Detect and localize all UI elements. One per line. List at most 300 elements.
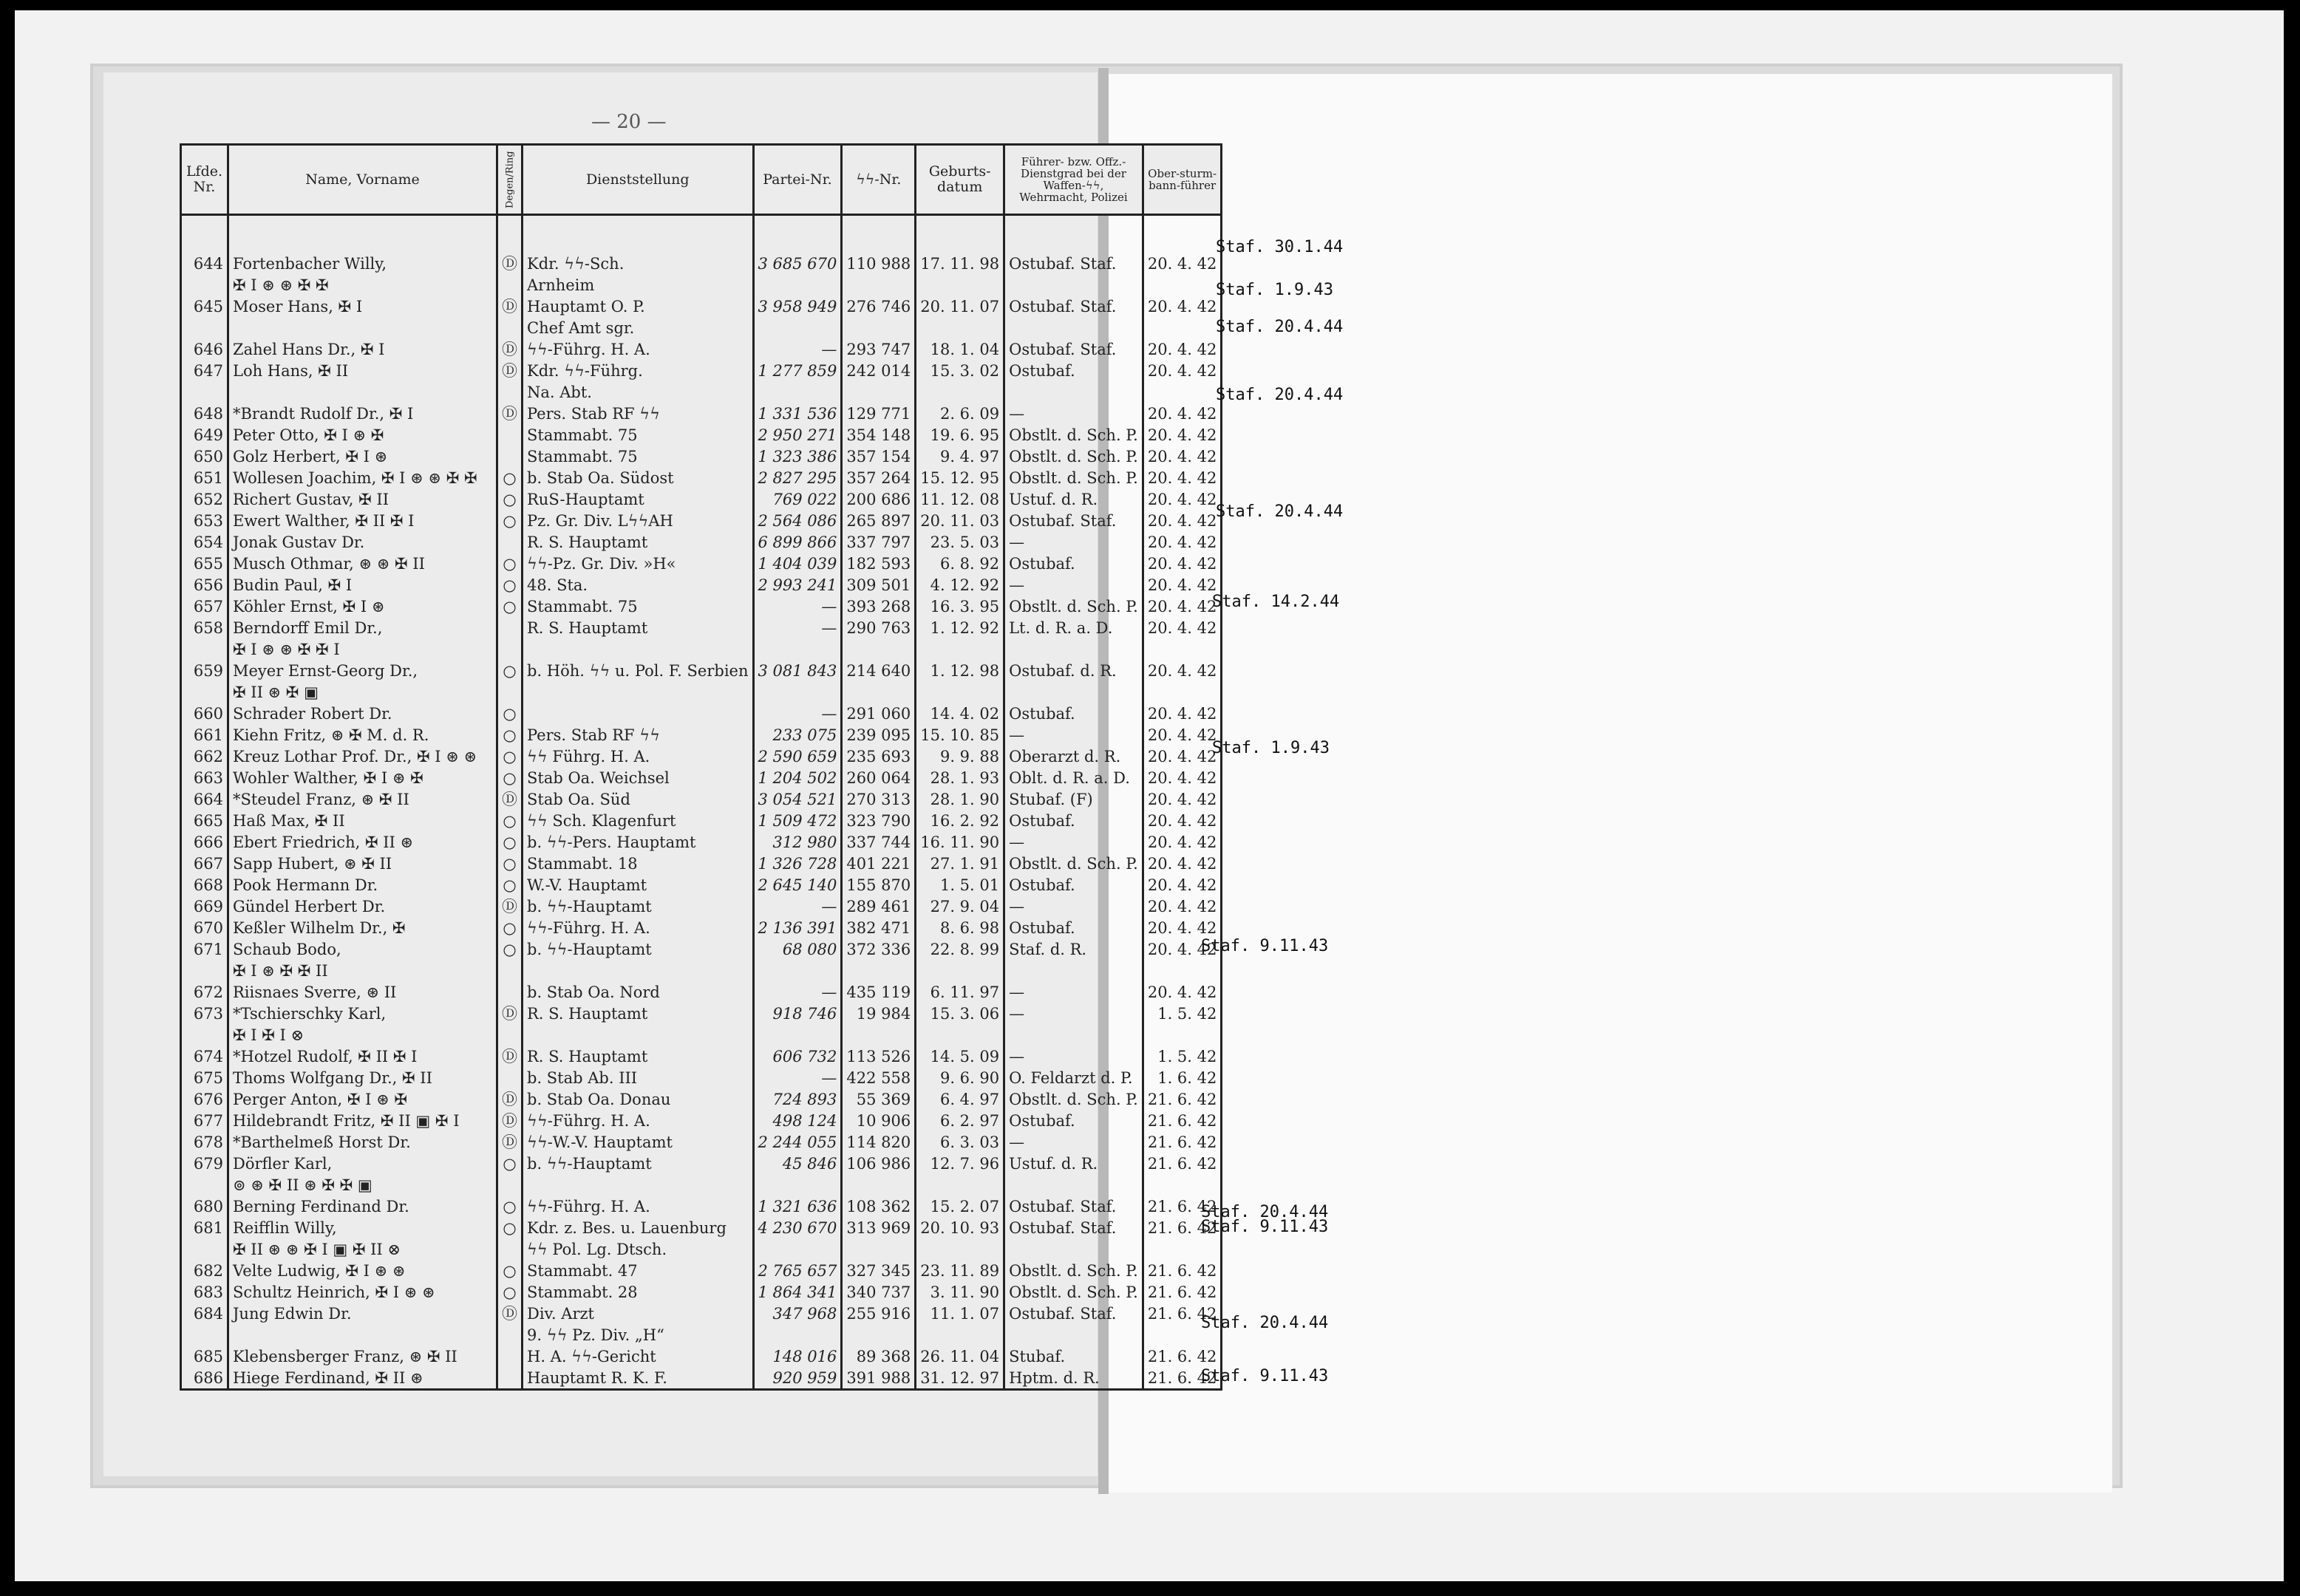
row-fuehrer-grad: O. Feldarzt d. P. xyxy=(1004,1067,1143,1088)
row-dienststellung: R. S. Hauptamt xyxy=(523,1046,754,1067)
row-ss-nr: 265 897 xyxy=(842,510,916,531)
spacer-cell xyxy=(497,215,523,253)
row-ss-nr: 10 906 xyxy=(842,1110,916,1131)
row-partei-nr: 3 685 670 xyxy=(753,253,842,274)
row-partei-nr xyxy=(753,1238,842,1260)
row-obersturmbannfuehrer: 1. 5. 42 xyxy=(1143,1046,1222,1067)
row-fuehrer-grad: Hptm. d. R. xyxy=(1004,1367,1143,1390)
row-partei-nr: 6 899 866 xyxy=(753,531,842,553)
row-ss-nr: 422 558 xyxy=(842,1067,916,1088)
row-ring: Ⓓ xyxy=(497,1088,523,1110)
row-number: 659 xyxy=(181,660,228,681)
row-obersturmbannfuehrer xyxy=(1143,274,1222,296)
header-lfd: Lfde. Nr. xyxy=(181,145,228,215)
row-dienststellung: Chef Amt sgr. xyxy=(523,317,754,338)
row-obersturmbannfuehrer: 21. 6. 42 xyxy=(1143,1367,1222,1390)
row-obersturmbannfuehrer: 21. 6. 42 xyxy=(1143,1281,1222,1303)
row-partei-nr xyxy=(753,1324,842,1346)
table-row xyxy=(181,746,1222,767)
row-ss-nr: 239 095 xyxy=(842,724,916,746)
row-obersturmbannfuehrer: 20. 4. 42 xyxy=(1143,360,1222,381)
row-ss-nr: 129 771 xyxy=(842,403,916,424)
row-number: 663 xyxy=(181,767,228,788)
row-number: 667 xyxy=(181,853,228,874)
handwritten-note: Staf. 30.1.44 xyxy=(1216,238,1344,256)
header-partei: Partei-Nr. xyxy=(753,145,842,215)
row-ring: Ⓓ xyxy=(497,338,523,360)
row-obersturmbannfuehrer xyxy=(1143,381,1222,403)
table-row xyxy=(181,938,1222,960)
row-ring: ○ xyxy=(497,1196,523,1217)
row-ring: ○ xyxy=(497,510,523,531)
row-fuehrer-grad: Ostubaf. Staf. xyxy=(1004,338,1143,360)
row-partei-nr: 2 564 086 xyxy=(753,510,842,531)
row-dienststellung: b. ϟϟ-Hauptamt xyxy=(523,938,754,960)
row-number: 651 xyxy=(181,467,228,488)
handwritten-note: Staf. 1.9.43 xyxy=(1212,739,1330,757)
row-number: 679 xyxy=(181,1153,228,1174)
row-partei-nr xyxy=(753,1174,842,1196)
row-number: 654 xyxy=(181,531,228,553)
row-dienststellung: Kdr. z. Bes. u. Lauenburg xyxy=(523,1217,754,1238)
row-obersturmbannfuehrer: 20. 4. 42 xyxy=(1143,467,1222,488)
row-name: *Steudel Franz, ⊛ ✠ II xyxy=(228,788,497,810)
table-row xyxy=(181,531,1222,553)
row-ring xyxy=(497,531,523,553)
row-dienststellung: Div. Arzt xyxy=(523,1303,754,1324)
row-ss-nr: 337 744 xyxy=(842,831,916,853)
row-name: Zahel Hans Dr., ✠ I xyxy=(228,338,497,360)
table-row xyxy=(181,1324,1222,1346)
row-partei-nr: — xyxy=(753,596,842,617)
table-row xyxy=(181,788,1222,810)
row-partei-nr: 4 230 670 xyxy=(753,1217,842,1238)
row-ring: Ⓓ xyxy=(497,296,523,317)
row-dienststellung: Stammabt. 75 xyxy=(523,446,754,467)
row-name: Klebensberger Franz, ⊛ ✠ II xyxy=(228,1346,497,1367)
row-ring xyxy=(497,446,523,467)
table-row xyxy=(181,1088,1222,1110)
row-dienststellung: Stammabt. 75 xyxy=(523,596,754,617)
row-fuehrer-grad xyxy=(1004,1174,1143,1196)
row-geburtsdatum: 9. 9. 88 xyxy=(916,746,1004,767)
row-ss-nr xyxy=(842,274,916,296)
table-row xyxy=(181,703,1222,724)
row-fuehrer-grad xyxy=(1004,381,1143,403)
row-partei-nr: 1 864 341 xyxy=(753,1281,842,1303)
header-obersturmbannfuehrer: Ober-sturm-bann-führer xyxy=(1143,145,1222,215)
row-fuehrer-grad: — xyxy=(1004,724,1143,746)
spacer-cell xyxy=(523,215,754,253)
row-ring: Ⓓ xyxy=(497,1110,523,1131)
row-name xyxy=(228,1324,497,1346)
row-ring: Ⓓ xyxy=(497,360,523,381)
spacer-cell xyxy=(1143,215,1222,253)
row-ss-nr: 289 461 xyxy=(842,896,916,917)
row-obersturmbannfuehrer: 20. 4. 42 xyxy=(1143,917,1222,938)
row-fuehrer-grad xyxy=(1004,681,1143,703)
row-obersturmbannfuehrer xyxy=(1143,1024,1222,1046)
row-obersturmbannfuehrer: 21. 6. 42 xyxy=(1143,1153,1222,1174)
row-geburtsdatum: 12. 7. 96 xyxy=(916,1153,1004,1174)
row-name: Schrader Robert Dr. xyxy=(228,703,497,724)
table-body xyxy=(181,215,1222,1390)
row-fuehrer-grad: Stubaf. xyxy=(1004,1346,1143,1367)
row-fuehrer-grad xyxy=(1004,1238,1143,1260)
row-obersturmbannfuehrer: 21. 6. 42 xyxy=(1143,1346,1222,1367)
row-number: 677 xyxy=(181,1110,228,1131)
row-ring: Ⓓ xyxy=(497,1131,523,1153)
row-partei-nr xyxy=(753,681,842,703)
row-geburtsdatum: 4. 12. 92 xyxy=(916,574,1004,596)
row-dienststellung: ϟϟ-Führg. H. A. xyxy=(523,917,754,938)
row-obersturmbannfuehrer: 20. 4. 42 xyxy=(1143,981,1222,1003)
row-number xyxy=(181,1324,228,1346)
row-partei-nr xyxy=(753,317,842,338)
row-obersturmbannfuehrer: 20. 4. 42 xyxy=(1143,488,1222,510)
row-number: 683 xyxy=(181,1281,228,1303)
row-fuehrer-grad: Ostubaf. xyxy=(1004,874,1143,896)
row-ring: ○ xyxy=(497,746,523,767)
register-table xyxy=(180,143,1222,1391)
row-obersturmbannfuehrer: 21. 6. 42 xyxy=(1143,1131,1222,1153)
row-ss-nr: 155 870 xyxy=(842,874,916,896)
table-row xyxy=(181,917,1222,938)
row-dienststellung: 48. Sta. xyxy=(523,574,754,596)
row-dienststellung: Kdr. ϟϟ-Führg. xyxy=(523,360,754,381)
table-row xyxy=(181,510,1222,531)
row-ss-nr: 337 797 xyxy=(842,531,916,553)
row-ss-nr xyxy=(842,960,916,981)
row-partei-nr: — xyxy=(753,1067,842,1088)
row-geburtsdatum: 28. 1. 90 xyxy=(916,788,1004,810)
spacer-cell xyxy=(753,215,842,253)
row-partei-nr: — xyxy=(753,338,842,360)
table-row xyxy=(181,853,1222,874)
header-fuehrer: Führer- bzw. Offz.-Dienstgrad bei der Waffen-ϟϟ, Wehrmacht, Polizei xyxy=(1004,145,1143,215)
row-fuehrer-grad: Ostubaf. xyxy=(1004,553,1143,574)
row-obersturmbannfuehrer: 20. 4. 42 xyxy=(1143,724,1222,746)
row-geburtsdatum xyxy=(916,960,1004,981)
row-dienststellung: Hauptamt O. P. xyxy=(523,296,754,317)
row-ring xyxy=(497,1174,523,1196)
header-ss: ϟϟ-Nr. xyxy=(842,145,916,215)
row-ring: ○ xyxy=(497,488,523,510)
row-obersturmbannfuehrer: 1. 5. 42 xyxy=(1143,1003,1222,1024)
row-ring: ○ xyxy=(497,1217,523,1238)
row-fuehrer-grad: Oberarzt d. R. xyxy=(1004,746,1143,767)
row-ss-nr: 55 369 xyxy=(842,1088,916,1110)
table-row xyxy=(181,617,1222,638)
row-ss-nr: 340 737 xyxy=(842,1281,916,1303)
row-geburtsdatum: 20. 11. 03 xyxy=(916,510,1004,531)
row-geburtsdatum: 16. 11. 90 xyxy=(916,831,1004,853)
row-partei-nr: 45 846 xyxy=(753,1153,842,1174)
row-dienststellung: ϟϟ Pol. Lg. Dtsch. xyxy=(523,1238,754,1260)
row-partei-nr: 1 509 472 xyxy=(753,810,842,831)
row-ring xyxy=(497,274,523,296)
row-dienststellung: Stammabt. 47 xyxy=(523,1260,754,1281)
row-geburtsdatum: 1. 5. 01 xyxy=(916,874,1004,896)
row-fuehrer-grad: Ostubaf. d. R. xyxy=(1004,660,1143,681)
row-partei-nr: 1 277 859 xyxy=(753,360,842,381)
row-name: Wohler Walther, ✠ I ⊛ ✠ xyxy=(228,767,497,788)
row-dienststellung: b. Stab Oa. Donau xyxy=(523,1088,754,1110)
row-geburtsdatum xyxy=(916,681,1004,703)
row-partei-nr: 3 958 949 xyxy=(753,296,842,317)
row-name: Keßler Wilhelm Dr., ✠ xyxy=(228,917,497,938)
row-name xyxy=(228,317,497,338)
row-dienststellung: Stammabt. 28 xyxy=(523,1281,754,1303)
row-partei-nr: 233 075 xyxy=(753,724,842,746)
row-number: 652 xyxy=(181,488,228,510)
table-row xyxy=(181,296,1222,317)
row-geburtsdatum: 20. 11. 07 xyxy=(916,296,1004,317)
table-row xyxy=(181,488,1222,510)
row-number: 644 xyxy=(181,253,228,274)
row-ss-nr xyxy=(842,1324,916,1346)
row-ring xyxy=(497,960,523,981)
row-partei-nr: 2 590 659 xyxy=(753,746,842,767)
row-dienststellung: Kdr. ϟϟ-Sch. xyxy=(523,253,754,274)
row-obersturmbannfuehrer: 20. 4. 42 xyxy=(1143,403,1222,424)
row-dienststellung: ϟϟ-W.-V. Hauptamt xyxy=(523,1131,754,1153)
row-ss-nr: 276 746 xyxy=(842,296,916,317)
row-dienststellung xyxy=(523,703,754,724)
table-row xyxy=(181,553,1222,574)
row-ring: Ⓓ xyxy=(497,1003,523,1024)
row-number: 672 xyxy=(181,981,228,1003)
row-dienststellung xyxy=(523,1174,754,1196)
table-row xyxy=(181,1003,1222,1024)
table-row xyxy=(181,960,1222,981)
row-number xyxy=(181,317,228,338)
row-ss-nr: 309 501 xyxy=(842,574,916,596)
row-dienststellung: Stammabt. 18 xyxy=(523,853,754,874)
row-geburtsdatum: 15. 12. 95 xyxy=(916,467,1004,488)
row-dienststellung: b. Stab Oa. Nord xyxy=(523,981,754,1003)
row-ss-nr: 391 988 xyxy=(842,1367,916,1390)
table-row xyxy=(181,274,1222,296)
row-number: 661 xyxy=(181,724,228,746)
row-name: ✠ II ⊛ ✠ ▣ xyxy=(228,681,497,703)
row-ss-nr xyxy=(842,638,916,660)
row-partei-nr: — xyxy=(753,617,842,638)
row-name: Sapp Hubert, ⊛ ✠ II xyxy=(228,853,497,874)
row-fuehrer-grad: Ostubaf. xyxy=(1004,810,1143,831)
row-geburtsdatum: 6. 4. 97 xyxy=(916,1088,1004,1110)
row-name: Wollesen Joachim, ✠ I ⊛ ⊛ ✠ ✠ xyxy=(228,467,497,488)
row-fuehrer-grad: Ostubaf. xyxy=(1004,1110,1143,1131)
row-number: 664 xyxy=(181,788,228,810)
row-number xyxy=(181,274,228,296)
row-dienststellung: R. S. Hauptamt xyxy=(523,617,754,638)
row-partei-nr: 312 980 xyxy=(753,831,842,853)
table-row xyxy=(181,874,1222,896)
row-obersturmbannfuehrer: 20. 4. 42 xyxy=(1143,296,1222,317)
row-obersturmbannfuehrer xyxy=(1143,960,1222,981)
row-number: 655 xyxy=(181,553,228,574)
row-name: Berndorff Emil Dr., xyxy=(228,617,497,638)
row-partei-nr: 2 244 055 xyxy=(753,1131,842,1153)
row-geburtsdatum: 6. 3. 03 xyxy=(916,1131,1004,1153)
header-ring: Degen/Ring xyxy=(497,145,523,215)
row-fuehrer-grad: — xyxy=(1004,981,1143,1003)
row-fuehrer-grad: Ostubaf. xyxy=(1004,703,1143,724)
row-name: Reifflin Willy, xyxy=(228,1217,497,1238)
row-number: 668 xyxy=(181,874,228,896)
row-fuehrer-grad: Obstlt. d. Sch. P. xyxy=(1004,1088,1143,1110)
table-spacer-row xyxy=(181,215,1222,253)
row-name: *Brandt Rudolf Dr., ✠ I xyxy=(228,403,497,424)
row-fuehrer-grad: Ostubaf. xyxy=(1004,917,1143,938)
handwritten-note: Staf. 9.11.43 xyxy=(1201,1367,1329,1385)
row-dienststellung xyxy=(523,681,754,703)
row-fuehrer-grad xyxy=(1004,317,1143,338)
row-fuehrer-grad: — xyxy=(1004,1003,1143,1024)
table-row xyxy=(181,317,1222,338)
row-geburtsdatum: 15. 3. 02 xyxy=(916,360,1004,381)
row-partei-nr xyxy=(753,1024,842,1046)
row-partei-nr: — xyxy=(753,981,842,1003)
row-obersturmbannfuehrer: 21. 6. 42 xyxy=(1143,1196,1222,1217)
row-fuehrer-grad: Ostubaf. Staf. xyxy=(1004,1196,1143,1217)
row-name: Haß Max, ✠ II xyxy=(228,810,497,831)
row-geburtsdatum: 3. 11. 90 xyxy=(916,1281,1004,1303)
row-obersturmbannfuehrer xyxy=(1143,1238,1222,1260)
row-ss-nr: 108 362 xyxy=(842,1196,916,1217)
row-number: 660 xyxy=(181,703,228,724)
row-ring: ○ xyxy=(497,874,523,896)
row-fuehrer-grad: Ostubaf. Staf. xyxy=(1004,510,1143,531)
row-geburtsdatum: 16. 2. 92 xyxy=(916,810,1004,831)
table-row xyxy=(181,981,1222,1003)
row-ring xyxy=(497,424,523,446)
row-partei-nr: 1 321 636 xyxy=(753,1196,842,1217)
table-row xyxy=(181,896,1222,917)
row-ring xyxy=(497,638,523,660)
handwritten-note: Staf. 20.4.44 xyxy=(1216,318,1344,336)
table-row xyxy=(181,446,1222,467)
row-number: 674 xyxy=(181,1046,228,1067)
row-obersturmbannfuehrer: 20. 4. 42 xyxy=(1143,746,1222,767)
row-dienststellung: ϟϟ Führg. H. A. xyxy=(523,746,754,767)
row-ring xyxy=(497,1067,523,1088)
row-number: 646 xyxy=(181,338,228,360)
handwritten-note: Staf. 14.2.44 xyxy=(1212,593,1340,611)
row-dienststellung: ϟϟ Sch. Klagenfurt xyxy=(523,810,754,831)
row-fuehrer-grad xyxy=(1004,1024,1143,1046)
table-row xyxy=(181,1153,1222,1174)
handwritten-note: Staf. 20.4.44 xyxy=(1201,1203,1329,1221)
row-partei-nr: 2 136 391 xyxy=(753,917,842,938)
row-partei-nr: 2 827 295 xyxy=(753,467,842,488)
row-dienststellung: Stab Oa. Weichsel xyxy=(523,767,754,788)
row-obersturmbannfuehrer: 21. 6. 42 xyxy=(1143,1088,1222,1110)
row-name: Perger Anton, ✠ I ⊛ ✠ xyxy=(228,1088,497,1110)
row-number xyxy=(181,960,228,981)
row-partei-nr: 1 331 536 xyxy=(753,403,842,424)
row-geburtsdatum: 11. 1. 07 xyxy=(916,1303,1004,1324)
row-obersturmbannfuehrer: 20. 4. 42 xyxy=(1143,446,1222,467)
row-ss-nr: 382 471 xyxy=(842,917,916,938)
table-row xyxy=(181,1046,1222,1067)
row-partei-nr xyxy=(753,960,842,981)
row-geburtsdatum: 6. 2. 97 xyxy=(916,1110,1004,1131)
row-number: 678 xyxy=(181,1131,228,1153)
row-ss-nr xyxy=(842,681,916,703)
row-dienststellung: Pers. Stab RF ϟϟ xyxy=(523,403,754,424)
row-dienststellung: R. S. Hauptamt xyxy=(523,531,754,553)
row-ss-nr xyxy=(842,1024,916,1046)
row-geburtsdatum: 2. 6. 09 xyxy=(916,403,1004,424)
row-number: 665 xyxy=(181,810,228,831)
row-dienststellung: W.-V. Hauptamt xyxy=(523,874,754,896)
row-ring xyxy=(497,1324,523,1346)
handwritten-note: Staf. 9.11.43 xyxy=(1201,1218,1329,1236)
table-row xyxy=(181,596,1222,617)
row-geburtsdatum: 14. 4. 02 xyxy=(916,703,1004,724)
table-header-row xyxy=(181,145,1222,215)
row-name: Jung Edwin Dr. xyxy=(228,1303,497,1324)
row-number: 658 xyxy=(181,617,228,638)
row-partei-nr: 606 732 xyxy=(753,1046,842,1067)
row-geburtsdatum: 26. 11. 04 xyxy=(916,1346,1004,1367)
row-geburtsdatum: 9. 6. 90 xyxy=(916,1067,1004,1088)
table-row xyxy=(181,724,1222,746)
row-dienststellung xyxy=(523,638,754,660)
row-partei-nr: 2 950 271 xyxy=(753,424,842,446)
row-name: Musch Othmar, ⊛ ⊛ ✠ II xyxy=(228,553,497,574)
row-partei-nr: 2 993 241 xyxy=(753,574,842,596)
row-name: Berning Ferdinand Dr. xyxy=(228,1196,497,1217)
row-ring: ○ xyxy=(497,853,523,874)
row-geburtsdatum: 9. 4. 97 xyxy=(916,446,1004,467)
row-obersturmbannfuehrer: 20. 4. 42 xyxy=(1143,788,1222,810)
row-ring: Ⓓ xyxy=(497,1046,523,1067)
row-ss-nr: 323 790 xyxy=(842,810,916,831)
row-obersturmbannfuehrer: 21. 6. 42 xyxy=(1143,1217,1222,1238)
row-geburtsdatum: 15. 3. 06 xyxy=(916,1003,1004,1024)
row-ring xyxy=(497,1238,523,1260)
row-number xyxy=(181,381,228,403)
row-geburtsdatum xyxy=(916,317,1004,338)
row-name: Fortenbacher Willy, xyxy=(228,253,497,274)
row-number: 653 xyxy=(181,510,228,531)
row-obersturmbannfuehrer: 20. 4. 42 xyxy=(1143,424,1222,446)
row-partei-nr: 1 326 728 xyxy=(753,853,842,874)
row-obersturmbannfuehrer: 20. 4. 42 xyxy=(1143,531,1222,553)
row-partei-nr: 2 645 140 xyxy=(753,874,842,896)
row-name: Richert Gustav, ✠ II xyxy=(228,488,497,510)
row-dienststellung: ϟϟ-Führg. H. A. xyxy=(523,338,754,360)
row-obersturmbannfuehrer: 20. 4. 42 xyxy=(1143,660,1222,681)
row-dienststellung: Na. Abt. xyxy=(523,381,754,403)
row-ss-nr: 291 060 xyxy=(842,703,916,724)
row-obersturmbannfuehrer: 20. 4. 42 xyxy=(1143,938,1222,960)
row-ss-nr: 327 345 xyxy=(842,1260,916,1281)
row-number: 662 xyxy=(181,746,228,767)
row-number xyxy=(181,1174,228,1196)
row-dienststellung: Stab Oa. Süd xyxy=(523,788,754,810)
row-obersturmbannfuehrer: 20. 4. 42 xyxy=(1143,767,1222,788)
row-number: 671 xyxy=(181,938,228,960)
row-fuehrer-grad: Obstlt. d. Sch. P. xyxy=(1004,467,1143,488)
row-obersturmbannfuehrer: 20. 4. 42 xyxy=(1143,874,1222,896)
row-ss-nr: 357 264 xyxy=(842,467,916,488)
row-partei-nr: 2 765 657 xyxy=(753,1260,842,1281)
row-dienststellung: RuS-Hauptamt xyxy=(523,488,754,510)
